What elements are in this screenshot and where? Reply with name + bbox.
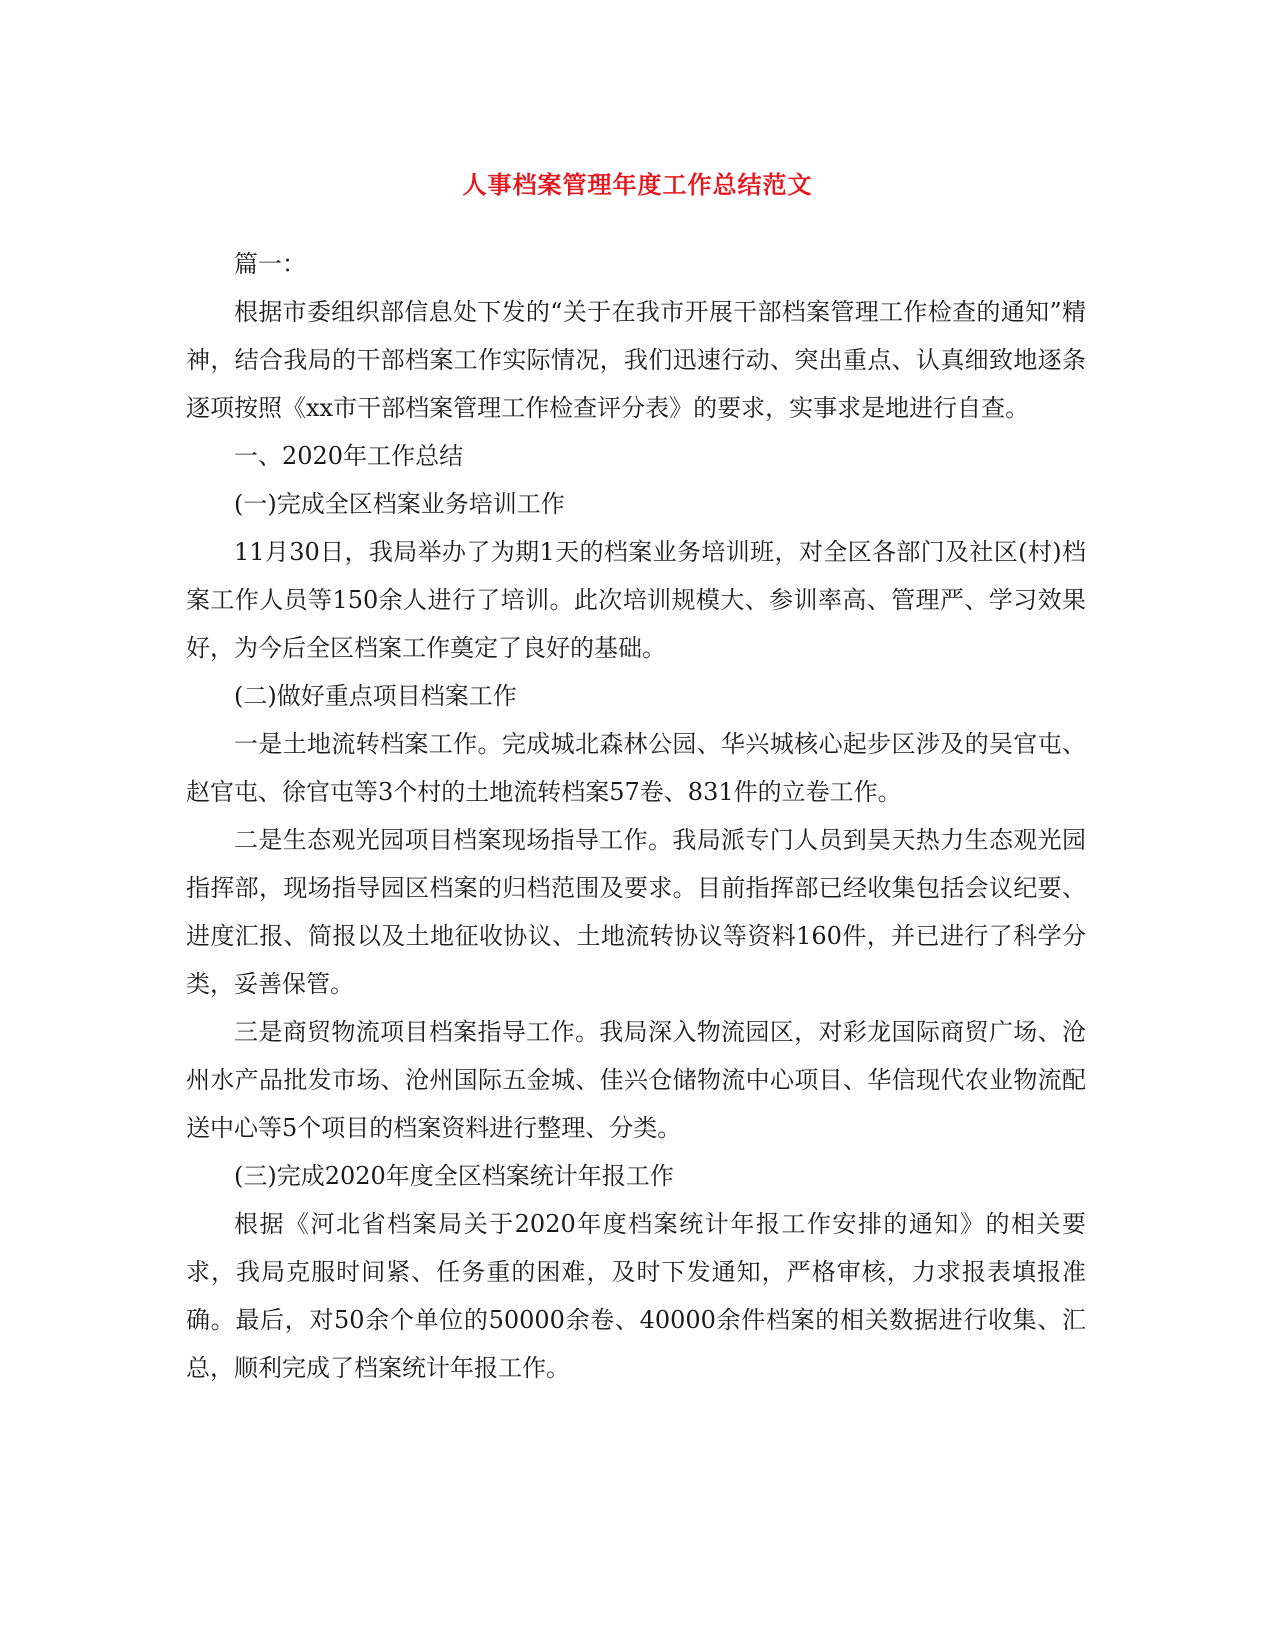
- paragraph-statistics: 根据《河北省档案局关于2020年度档案统计年报工作安排的通知》的相关要求，我局克服时间紧、任务重的困难，及时下发通知，严格审核，力求报表填报准确。最后，对50余个单位的50000余卷、40000余件档案的相关数据进行收集、汇总，顺利完成了档案统计年报工作。: [186, 1210, 1086, 1382]
- paragraph-land-transfer: 一是土地流转档案工作。完成城北森林公园、华兴城核心起步区涉及的吴官屯、赵官屯、徐官屯等3个村的土地流转档案57卷、831件的立卷工作。: [186, 730, 1086, 806]
- subsection-heading-training: (一)完成全区档案业务培训工作: [234, 490, 565, 518]
- paragraph-logistics: 三是商贸物流项目档案指导工作。我局深入物流园区，对彩龙国际商贸广场、沧州水产品批发市场、沧州国际五金城、佳兴仓储物流中心项目、华信现代农业物流配送中心等5个项目的档案资料进行整理、分类。: [186, 1018, 1086, 1142]
- paragraph-eco-park: 二是生态观光园项目档案现场指导工作。我局派专门人员到昊天热力生态观光园指挥部，现场指导园区档案的归档范围及要求。目前指挥部已经收集包括会议纪要、进度汇报、简报以及土地征收协议、土地流转协议等资料160件，并已进行了科学分类，妥善保管。: [186, 826, 1086, 998]
- section-heading-2020-summary: 一、2020年工作总结: [234, 442, 464, 470]
- paragraph-heading-part-one: 篇一：: [234, 250, 306, 278]
- paragraph-intro: 根据市委组织部信息处下发的“关于在我市开展干部档案管理工作检查的通知”精神，结合我局的干部档案工作实际情况，我们迅速行动、突出重点、认真细致地逐条逐项按照《xx市干部档案管理工作检查评分表》的要求，实事求是地进行自查。: [186, 298, 1086, 422]
- document-title: 人事档案管理年度工作总结范文: [462, 170, 813, 199]
- document-body: [186, 240, 1086, 1392]
- paragraph-training: 11月30日，我局举办了为期1天的档案业务培训班，对全区各部门及社区(村)档案工作人员等150余人进行了培训。此次培训规模大、参训率高、管理严、学习效果好，为今后全区档案工作奠定了良好的基础。: [186, 538, 1086, 662]
- subsection-heading-key-projects: (二)做好重点项目档案工作: [234, 682, 517, 710]
- subsection-heading-statistics: (三)完成2020年度全区档案统计年报工作: [234, 1162, 674, 1190]
